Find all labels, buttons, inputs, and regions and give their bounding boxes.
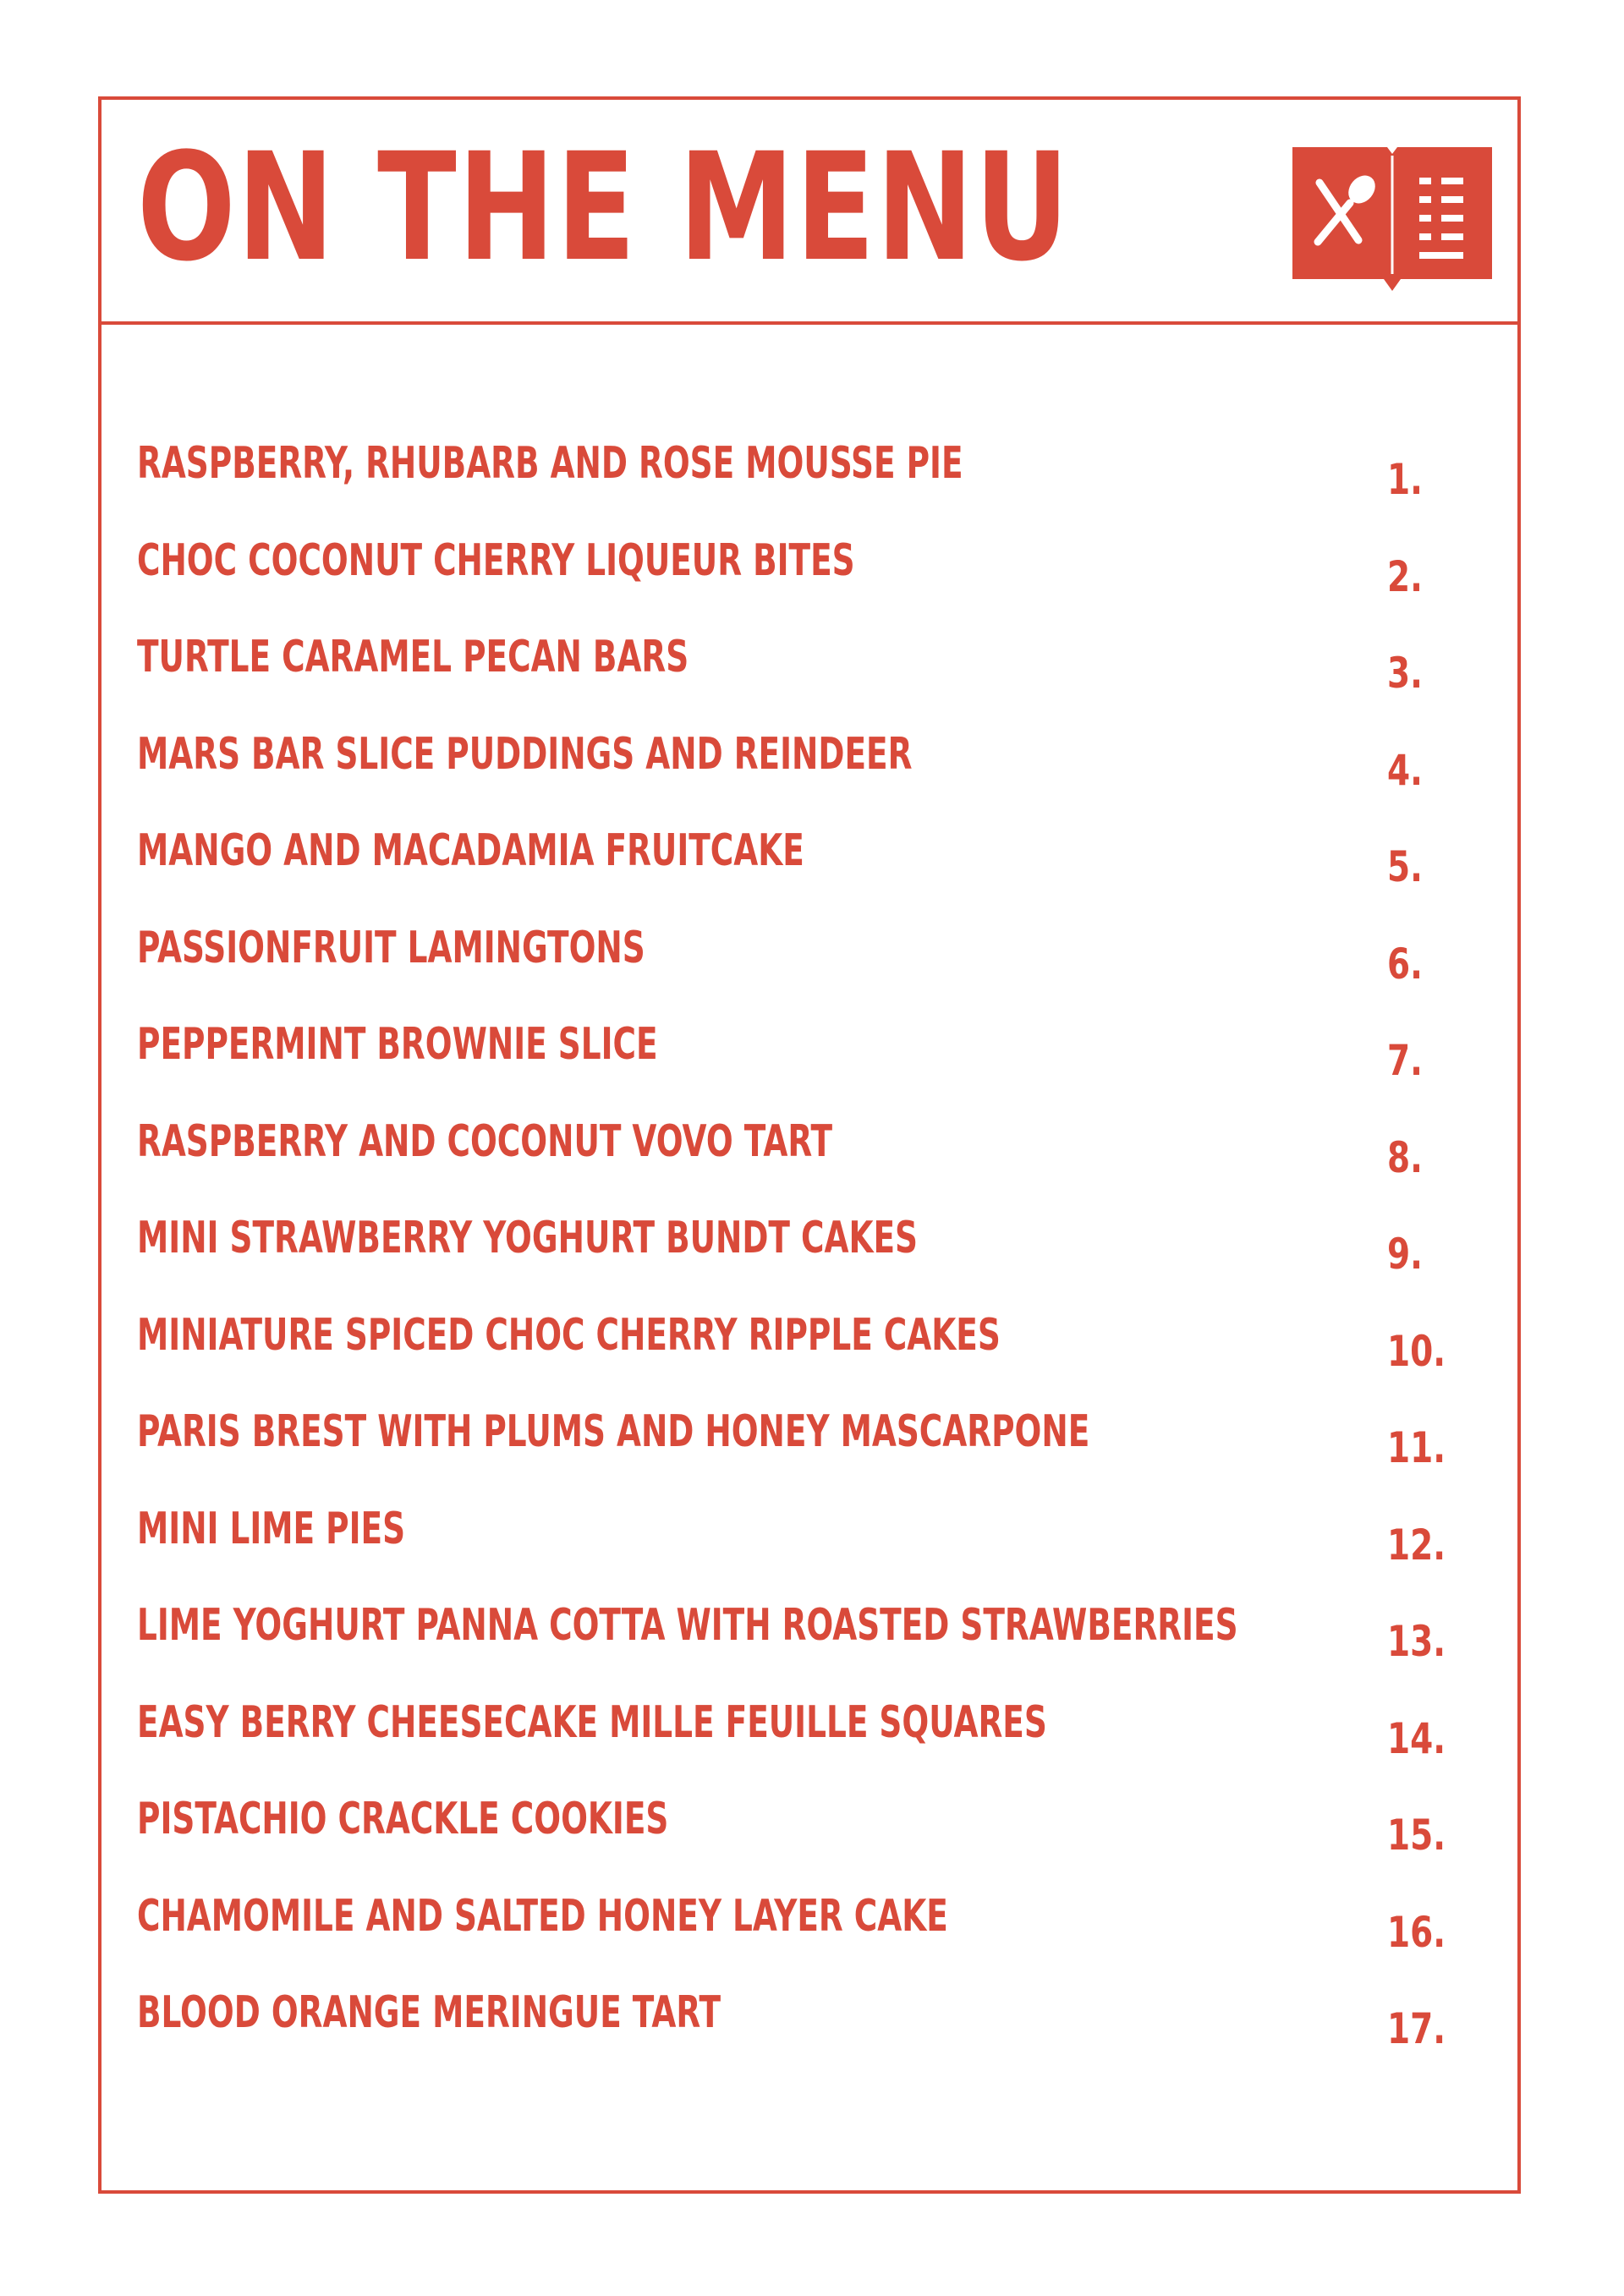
menu-item-number: 17. (1387, 2004, 1446, 2053)
menu-item-name: CHAMOMILE AND SALTED HONEY LAYER CAKE (137, 1890, 948, 1942)
menu-item-name: MINI STRAWBERRY YOGHURT BUNDT CAKES (137, 1213, 919, 1263)
list-item (102, 923, 1517, 1020)
menu-item-name: PISTACHIO CRACKLE COOKIES (137, 1794, 669, 1844)
menu-frame (98, 96, 1521, 2194)
list-item (102, 1504, 1517, 1601)
menu-item-name: LIME YOGHURT PANNA COTTA WITH ROASTED STRAWBERRIES (137, 1600, 1238, 1651)
menu-item-name: PARIS BREST WITH PLUMS AND HONEY MASCARPONE (137, 1406, 1090, 1457)
menu-item-name: RASPBERRY, RHUBARB AND ROSE MOUSSE PIE (137, 438, 963, 489)
menu-item-number: 16. (1387, 1907, 1446, 1957)
menu-header (102, 100, 1517, 325)
menu-item-name: TURTLE CARAMEL PECAN BARS (137, 632, 689, 682)
menu-item-number: 10. (1387, 1326, 1446, 1376)
menu-item-number: 9. (1387, 1230, 1423, 1279)
menu-book-cutlery-icon (1292, 147, 1492, 291)
list-item (102, 1406, 1517, 1504)
list-item (102, 1987, 1517, 2085)
list-item (102, 1600, 1517, 1697)
list-item (102, 1891, 1517, 1988)
list-item (102, 1213, 1517, 1310)
menu-item-number: 7. (1387, 1036, 1423, 1085)
menu-item-name: PEPPERMINT BROWNIE SLICE (137, 1019, 658, 1070)
menu-item-number: 11. (1387, 1423, 1446, 1472)
menu-item-number: 14. (1387, 1713, 1446, 1763)
list-item (102, 1019, 1517, 1116)
list-item (102, 729, 1517, 826)
menu-item-number: 15. (1387, 1811, 1446, 1860)
list-item (102, 438, 1517, 535)
menu-item-name: EASY BERRY CHEESECAKE MILLE FEUILLE SQUARES (137, 1696, 1047, 1748)
menu-item-number: 1. (1387, 455, 1423, 504)
menu-item-number: 8. (1387, 1132, 1423, 1182)
menu-item-name: PASSIONFRUIT LAMINGTONS (137, 922, 645, 973)
menu-item-name: RASPBERRY AND COCONUT VOVO TART (137, 1115, 833, 1167)
menu-item-number: 12. (1387, 1520, 1446, 1570)
menu-item-number: 6. (1387, 939, 1423, 989)
list-item (102, 1697, 1517, 1795)
page-title: ON THE MENU (137, 121, 1071, 294)
list-item (102, 535, 1517, 633)
menu-item-number: 3. (1387, 649, 1423, 698)
list-item (102, 825, 1517, 923)
list-item (102, 632, 1517, 729)
menu-item-name: MINI LIME PIES (137, 1503, 406, 1554)
menu-item-name: CHOC COCONUT CHERRY LIQUEUR BITES (137, 534, 855, 586)
list-item (102, 1310, 1517, 1407)
menu-item-number: 13. (1387, 1617, 1446, 1666)
menu-item-name: MINIATURE SPICED CHOC CHERRY RIPPLE CAKES (137, 1309, 1001, 1361)
menu-item-name: MARS BAR SLICE PUDDINGS AND REINDEER (137, 728, 913, 780)
list-item (102, 1794, 1517, 1891)
menu-item-number: 2. (1387, 551, 1423, 601)
list-item (102, 1116, 1517, 1214)
menu-item-name: BLOOD ORANGE MERINGUE TART (137, 1987, 721, 2038)
menu-list (102, 438, 1517, 2085)
menu-item-number: 4. (1387, 745, 1423, 795)
menu-item-number: 5. (1387, 842, 1423, 891)
menu-item-name: MANGO AND MACADAMIA FRUITCAKE (137, 825, 804, 876)
